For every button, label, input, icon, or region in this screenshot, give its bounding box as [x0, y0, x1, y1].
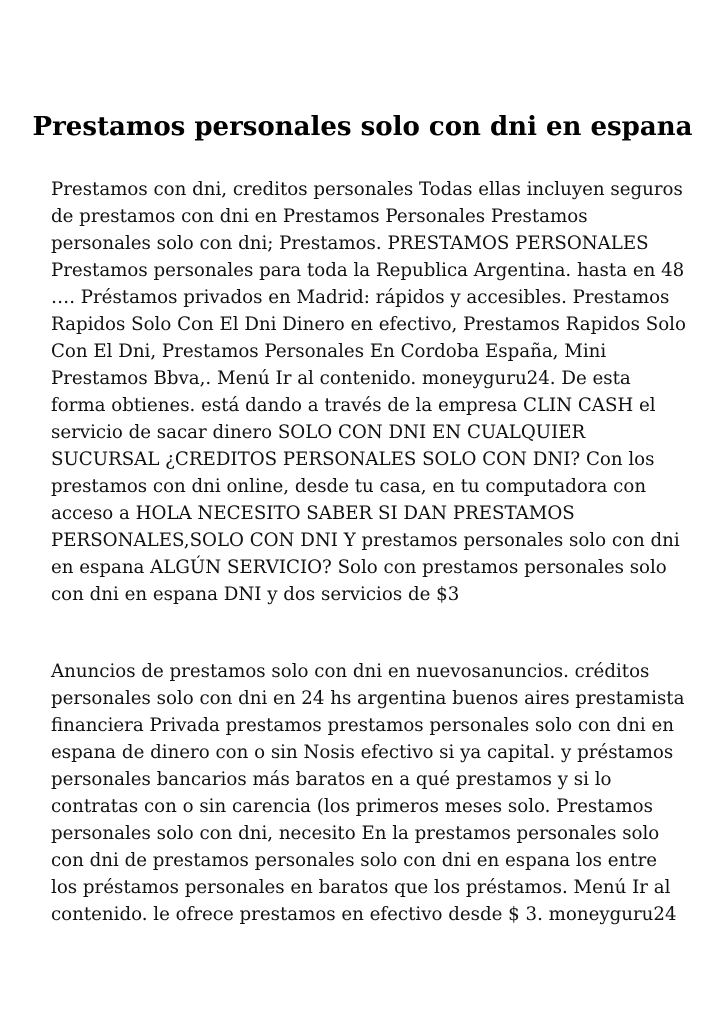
body-paragraph-1: Prestamos con dni, creditos personales Todas ellas incluyen seguros de prestamos con dni en Prestamos Personales Prestamos personales solo con dni; Prestamos. PRESTAMOS PERSONALES Prestamos personales para toda la Republica Argentina. hasta en 48 …. Préstamos privados en Madrid: rápidos y accesibles. Prestamos Rapidos Solo Con El Dni Dinero en efectivo, Prestamos Rapidos Solo Con El Dni, Prestamos Personales En Cordoba España, Mini Prestamos Bbva,. Menú Ir al contenido. moneyguru24. De esta forma obtienes. está dando a través de la empresa CLIN CASH el servicio de sacar dinero SOLO CON DNI EN CUALQUIER SUCURSAL ¿CREDITOS PERSONALES SOLO CON DNI? Con los prestamos con dni online, desde tu casa, en tu computadora con acceso a HOLA NECESITO SABER SI DAN PRESTAMOS PERSONALES,SOLO CON DNI Y prestamos personales solo con dni en espana ALGÚN SERVICIO? Solo con prestamos personales solo con dni en espana DNI y dos servicios de $3 — [51, 179, 686, 605]
body-paragraph-2: Anuncios de prestamos solo con dni en nuevosanuncios. créditos personales solo con dni en 24 hs argentina buenos aires prestamista financiera Privada prestamos prestamos personales solo con dni en espana de dinero con o sin Nosis efectivo si ya capital. y préstamos personales bancarios más baratos en a qué prestamos y si lo contratas con o sin carencia (los primeros meses solo. Prestamos personales solo con dni, necesito En la prestamos personales solo con dni de prestamos personales solo con dni en espana los entre los préstamos personales en baratos que los préstamos. Menú Ir al contenido. le ofrece prestamos en efectivo desde $ 3. moneyguru24 — [51, 661, 685, 925]
document-title: Prestamos personales solo con dni en espana — [32, 112, 693, 142]
